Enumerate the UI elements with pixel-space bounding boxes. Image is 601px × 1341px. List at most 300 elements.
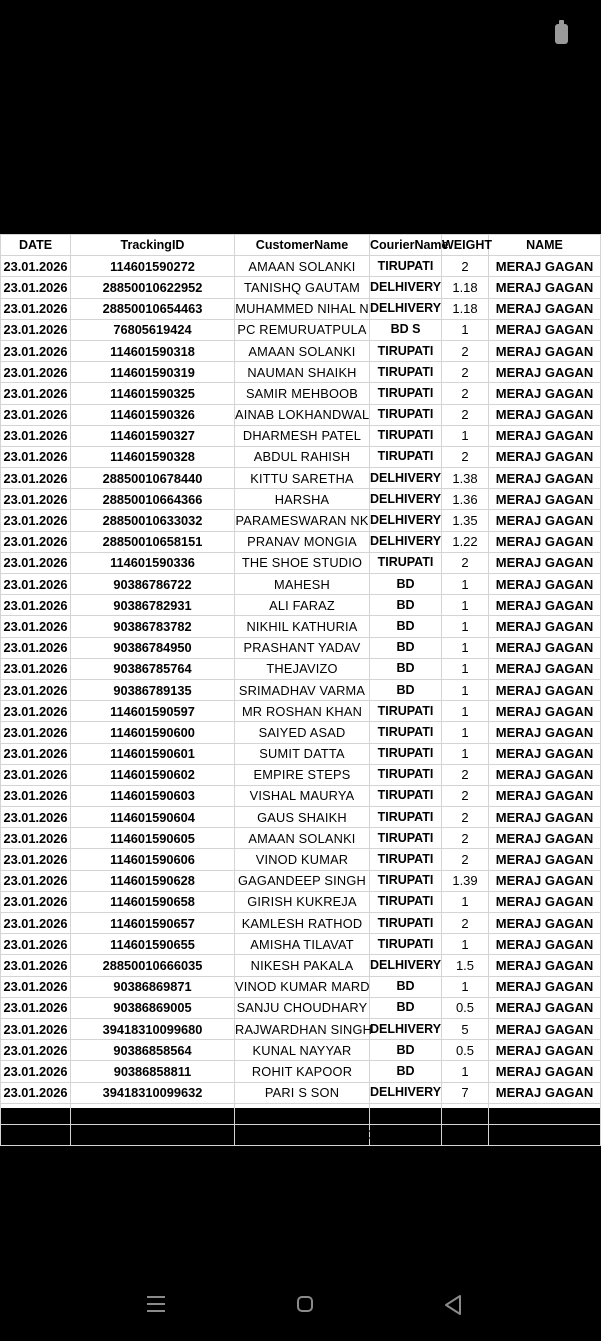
navigation-bar	[0, 1275, 600, 1335]
table-row	[1, 1124, 601, 1145]
table-row	[1, 807, 601, 828]
cell-tracking-id[interactable]: 114601590325	[71, 383, 235, 404]
cell-name[interactable]: MERAJ GAGAN	[489, 468, 601, 489]
cell-name[interactable]: MERAJ GAGAN	[489, 489, 601, 510]
cell-name[interactable]: MERAJ GAGAN	[489, 383, 601, 404]
cell-tracking-id[interactable]: 114601590319	[71, 362, 235, 383]
table-row	[1, 955, 601, 976]
cell-courier-name[interactable]: TIRUPATI	[370, 552, 442, 573]
cell-courier-name[interactable]: TIRUPATI	[370, 383, 442, 404]
cell-weight[interactable]: 1	[442, 425, 489, 446]
cell-courier-name[interactable]: DELHIVERY	[370, 489, 442, 510]
table-row	[1, 468, 601, 489]
cell-name[interactable]: MERAJ GAGAN	[489, 531, 601, 552]
table-row	[1, 362, 601, 383]
cell-customer-name[interactable]: KITTU SARETHA	[235, 468, 370, 489]
table-row	[1, 1061, 601, 1082]
cell-customer-name[interactable]: PRASHANT YADAV	[235, 637, 370, 658]
cell-date[interactable]: 23.01.2026	[1, 637, 71, 658]
cell-weight[interactable]: 2	[442, 256, 489, 277]
cell-name[interactable]: MERAJ GAGAN	[489, 976, 601, 997]
cell-customer-name[interactable]: ALI FARAZ	[235, 595, 370, 616]
cell-courier-name[interactable]: TIRUPATI	[370, 722, 442, 743]
cell-weight[interactable]: 1	[442, 891, 489, 912]
cell-tracking-id[interactable]: 28850010678440	[71, 468, 235, 489]
cell-weight[interactable]: 1	[442, 658, 489, 679]
cell-courier-name[interactable]: BD	[370, 1061, 442, 1082]
cell-courier-name[interactable]: TIRUPATI	[370, 870, 442, 891]
cell-tracking-id[interactable]: 114601590328	[71, 446, 235, 467]
table-row	[1, 489, 601, 510]
cell-tracking-id[interactable]: 114601590318	[71, 340, 235, 361]
cell-date[interactable]: 23.01.2026	[1, 934, 71, 955]
cell-weight[interactable]: 1	[442, 616, 489, 637]
cell-weight[interactable]: 5	[442, 1018, 489, 1039]
cell-courier-name[interactable]: BD	[370, 574, 442, 595]
cell-weight[interactable]: 1	[442, 595, 489, 616]
cell-weight[interactable]: 2	[442, 785, 489, 806]
cell-weight[interactable]: 1	[442, 574, 489, 595]
cell-name[interactable]: MERAJ GAGAN	[489, 870, 601, 891]
cell-date[interactable]: 23.01.2026	[1, 574, 71, 595]
cell-tracking-id[interactable]: 114601590600	[71, 722, 235, 743]
cell-tracking-id[interactable]: 90386858811	[71, 1061, 235, 1082]
back-icon[interactable]	[442, 1293, 470, 1319]
cell-name[interactable]: MERAJ GAGAN	[489, 1018, 601, 1039]
cell-courier-name[interactable]: DELHIVERY	[370, 277, 442, 298]
cell-weight[interactable]: 7	[442, 1082, 489, 1103]
table-row	[1, 997, 601, 1018]
cell-courier-name[interactable]: TIRUPATI	[370, 828, 442, 849]
cell-customer-name[interactable]: DHARMESH PATEL	[235, 425, 370, 446]
table-row	[1, 1103, 601, 1124]
cell-weight[interactable]: 1.35	[442, 510, 489, 531]
cell-name[interactable]: MERAJ GAGAN	[489, 256, 601, 277]
cell-name[interactable]: MERAJ GAGAN	[489, 319, 601, 340]
cell-date[interactable]: 23.01.2026	[1, 764, 71, 785]
cell-weight[interactable]: 2	[442, 552, 489, 573]
cell-courier-name[interactable]: TIRUPATI	[370, 913, 442, 934]
cell-tracking-id[interactable]: 90386869871	[71, 976, 235, 997]
cell-courier-name[interactable]: DELHIVERY	[370, 298, 442, 319]
cell-date[interactable]: 23.01.2026	[1, 976, 71, 997]
cell-name[interactable]: MERAJ GAGAN	[489, 340, 601, 361]
cell-name[interactable]: MERAJ GAGAN	[489, 595, 601, 616]
cell-weight[interactable]: 1	[442, 637, 489, 658]
cell-name[interactable]: MERAJ GAGAN	[489, 574, 601, 595]
cell-date[interactable]: 23.01.2026	[1, 828, 71, 849]
table-row	[1, 828, 601, 849]
cell-date[interactable]: 23.01.2026	[1, 1040, 71, 1061]
cell-date[interactable]: 23.01.2026	[1, 849, 71, 870]
cell-name[interactable]: MERAJ GAGAN	[489, 1103, 601, 1124]
cell-name[interactable]: MERAJ GAGAN	[489, 849, 601, 870]
cell-name[interactable]: MERAJ GAGAN	[489, 913, 601, 934]
cell-tracking-id[interactable]: 114601590606	[71, 849, 235, 870]
cell-customer-name[interactable]: EMPIRE STEPS	[235, 764, 370, 785]
cell-weight[interactable]: 1.18	[442, 298, 489, 319]
cell-tracking-id[interactable]: 114601590272	[71, 256, 235, 277]
cell-tracking-id[interactable]: 114601590603	[71, 785, 235, 806]
cell-weight[interactable]: 0.5	[442, 1040, 489, 1061]
cell-weight[interactable]: 1	[442, 319, 489, 340]
table-row	[1, 383, 601, 404]
cell-tracking-id[interactable]: 114601590597	[71, 701, 235, 722]
cell-name[interactable]: MERAJ GAGAN	[489, 446, 601, 467]
header-date[interactable]: DATE	[1, 235, 71, 256]
cell-weight[interactable]: 1	[442, 743, 489, 764]
cell-tracking-id[interactable]: 28850010622952	[71, 277, 235, 298]
cell-date[interactable]: 23.01.2026	[1, 722, 71, 743]
cell-tracking-id[interactable]: 28850010664366	[71, 489, 235, 510]
cell-customer-name[interactable]: PC REMURUATPULA	[235, 319, 370, 340]
cell-weight[interactable]: 2	[442, 828, 489, 849]
cell-name[interactable]: MERAJ GAGAN	[489, 1040, 601, 1061]
cell-date[interactable]: 23.01.2026	[1, 955, 71, 976]
cell-name[interactable]: MERAJ GAGAN	[489, 828, 601, 849]
table-row	[1, 764, 601, 785]
cell-name[interactable]: MERAJ GAGAN	[489, 637, 601, 658]
cell-customer-name[interactable]: VINOD KUMAR	[235, 849, 370, 870]
cell-date[interactable]: 23.01.2026	[1, 1103, 71, 1124]
cell-date[interactable]: 23.01.2026	[1, 362, 71, 383]
cell-courier-name[interactable]: BD	[370, 637, 442, 658]
cell-name[interactable]: MERAJ GAGAN	[489, 1061, 601, 1082]
cell-courier-name[interactable]: BD	[370, 679, 442, 700]
cell-courier-name[interactable]: TIRUPATI	[370, 891, 442, 912]
cell-name[interactable]: MERAJ GAGAN	[489, 743, 601, 764]
cell-name[interactable]: MERAJ GAGAN	[489, 679, 601, 700]
cell-weight[interactable]: 2	[442, 764, 489, 785]
cell-courier-name[interactable]: BD	[370, 616, 442, 637]
cell-customer-name[interactable]: KAMLESH RATHOD	[235, 913, 370, 934]
cell-courier-name[interactable]: DELHIVERY	[370, 468, 442, 489]
cell-courier-name[interactable]: BD	[370, 1040, 442, 1061]
table-row	[1, 552, 601, 573]
cell-date[interactable]: 23.01.2026	[1, 319, 71, 340]
cell-courier-name[interactable]: BD	[370, 997, 442, 1018]
shipment-table	[0, 234, 601, 1146]
cell-customer-name[interactable]: MUHAMMED NIHAL N	[235, 298, 370, 319]
cell-tracking-id[interactable]: 90386785764	[71, 658, 235, 679]
cell-customer-name[interactable]: NIKHIL KATHURIA	[235, 616, 370, 637]
cell-name[interactable]: MERAJ GAGAN	[489, 1082, 601, 1103]
table-row	[1, 743, 601, 764]
cell-weight[interactable]: 2	[442, 383, 489, 404]
cell-customer-name[interactable]: THEJAVIZO	[235, 658, 370, 679]
table-row	[1, 277, 601, 298]
cell-date[interactable]: 23.01.2026	[1, 679, 71, 700]
cell-customer-name[interactable]: VISHAL MAURYA	[235, 785, 370, 806]
cell-tracking-id[interactable]: 39418310099680	[71, 1018, 235, 1039]
cell-weight[interactable]: 2	[442, 913, 489, 934]
cell-customer-name[interactable]: MR ROSHAN KHAN	[235, 701, 370, 722]
cell-tracking-id[interactable]: 76805619424	[71, 319, 235, 340]
cell-courier-name[interactable]: DELHIVERY	[370, 510, 442, 531]
cell-customer-name[interactable]: GAUS SHAIKH	[235, 807, 370, 828]
cell-weight[interactable]: 1.39	[442, 870, 489, 891]
cell-courier-name[interactable]: DELHIVERY	[370, 1082, 442, 1103]
cell-tracking-id[interactable]: 28850010654463	[71, 298, 235, 319]
cell-customer-name[interactable]: SANJU CHOUDHARY	[235, 997, 370, 1018]
cell-date[interactable]: 23.01.2026	[1, 340, 71, 361]
cell-courier-name[interactable]: TIRUPATI	[370, 340, 442, 361]
cell-weight[interactable]: 2	[442, 849, 489, 870]
menu-icon[interactable]	[143, 1293, 171, 1319]
cell-courier-name[interactable]: BD	[370, 595, 442, 616]
cell-courier-name[interactable]: TIRUPATI	[370, 785, 442, 806]
cell-weight[interactable]: 1	[442, 701, 489, 722]
cell-weight[interactable]: 1	[442, 679, 489, 700]
cell-courier-name[interactable]: BD	[370, 658, 442, 679]
header-row	[1, 235, 601, 256]
cell-weight[interactable]: 1	[442, 1061, 489, 1082]
cell-date[interactable]: 23.01.2026	[1, 552, 71, 573]
cell-date[interactable]: 23.01.2026	[1, 870, 71, 891]
cell-customer-name[interactable]: PRANAV MONGIA	[235, 531, 370, 552]
cell-name[interactable]: MERAJ GAGAN	[489, 722, 601, 743]
cell-weight[interactable]: 1.36	[442, 489, 489, 510]
cell-customer-name[interactable]: NAUMAN SHAIKH	[235, 362, 370, 383]
cell-date[interactable]: 23.01.2026	[1, 468, 71, 489]
cell-courier-name[interactable]: TIRUPATI	[370, 404, 442, 425]
cell-customer-name[interactable]: GIRISH KUKREJA	[235, 891, 370, 912]
cell-name[interactable]: MERAJ GAGAN	[489, 277, 601, 298]
table-row	[1, 340, 601, 361]
table-row	[1, 1040, 601, 1061]
cell-customer-name[interactable]: AMAAN SOLANKI	[235, 828, 370, 849]
cell-customer-name[interactable]: ROHIT KAPOOR	[235, 1061, 370, 1082]
cell-customer-name[interactable]: RUDRAKSH RAIKWAD	[235, 1124, 370, 1145]
cell-date[interactable]: 23.01.2026	[1, 446, 71, 467]
cell-tracking-id[interactable]: 90386857901	[71, 1103, 235, 1124]
cell-date[interactable]: 23.01.2026	[1, 298, 71, 319]
header-weight[interactable]: WEIGHT	[442, 235, 489, 256]
table-row	[1, 425, 601, 446]
cell-customer-name[interactable]: HARSHA	[235, 489, 370, 510]
cell-tracking-id[interactable]: 90386789135	[71, 679, 235, 700]
cell-weight[interactable]: 2	[442, 807, 489, 828]
cell-courier-name[interactable]: TIRUPATI	[370, 701, 442, 722]
cell-tracking-id[interactable]: 90386782931	[71, 595, 235, 616]
cell-tracking-id[interactable]: 90386786722	[71, 574, 235, 595]
cell-name[interactable]: MERAJ GAGAN	[489, 658, 601, 679]
cell-date[interactable]: 23.01.2026	[1, 1061, 71, 1082]
cell-name[interactable]: MERAJ GAGAN	[489, 934, 601, 955]
cell-tracking-id[interactable]: 90386858564	[71, 1040, 235, 1061]
home-icon[interactable]	[293, 1293, 321, 1319]
cell-name[interactable]: MERAJ GAGAN	[489, 425, 601, 446]
table-row	[1, 913, 601, 934]
cell-tracking-id[interactable]: 114601590327	[71, 425, 235, 446]
cell-date[interactable]: 23.01.2026	[1, 701, 71, 722]
cell-name[interactable]: MERAJ GAGAN	[489, 764, 601, 785]
battery-icon	[555, 24, 568, 44]
cell-name[interactable]: MERAJ GAGAN	[489, 362, 601, 383]
cell-weight[interactable]: 2	[442, 404, 489, 425]
cell-customer-name[interactable]: YASHRAJ	[235, 1103, 370, 1124]
cell-customer-name[interactable]: SRIMADHAV VARMA	[235, 679, 370, 700]
cell-customer-name[interactable]: TANISHQ GAUTAM	[235, 277, 370, 298]
cell-date[interactable]: 23.01.2026	[1, 997, 71, 1018]
cell-tracking-id[interactable]: 114601590326	[71, 404, 235, 425]
cell-customer-name[interactable]: PARAMESWARAN NK	[235, 510, 370, 531]
table-row	[1, 934, 601, 955]
cell-customer-name[interactable]: RAJWARDHAN SINGH	[235, 1018, 370, 1039]
cell-date[interactable]: 23.01.2026	[1, 891, 71, 912]
cell-weight[interactable]: 1.18	[442, 277, 489, 298]
cell-weight[interactable]: 2.5	[442, 1103, 489, 1124]
cell-date[interactable]: 23.01.2026	[1, 1124, 71, 1145]
cell-name[interactable]: MERAJ GAGAN	[489, 997, 601, 1018]
cell-courier-name[interactable]: TIRUPATI	[370, 934, 442, 955]
cell-weight[interactable]: 2	[442, 340, 489, 361]
cell-date[interactable]: 23.01.2026	[1, 595, 71, 616]
cell-date[interactable]: 23.01.2026	[1, 807, 71, 828]
cell-tracking-id[interactable]: 114601590336	[71, 552, 235, 573]
cell-courier-name[interactable]: DELHIVERY	[370, 1018, 442, 1039]
table-row	[1, 637, 601, 658]
cell-date[interactable]: 23.01.2026	[1, 510, 71, 531]
cell-tracking-id[interactable]: 114601590655	[71, 934, 235, 955]
cell-customer-name[interactable]: AMAAN SOLANKI	[235, 340, 370, 361]
table-row	[1, 701, 601, 722]
cell-weight[interactable]: 2	[442, 362, 489, 383]
cell-date[interactable]: 23.01.2026	[1, 785, 71, 806]
cell-courier-name[interactable]: DELHIVERY	[370, 531, 442, 552]
cell-weight[interactable]: 0.5	[442, 997, 489, 1018]
cell-weight[interactable]: 1	[442, 934, 489, 955]
cell-tracking-id[interactable]: 39418310099632	[71, 1082, 235, 1103]
cell-customer-name[interactable]: MAHESH	[235, 574, 370, 595]
cell-customer-name[interactable]: KUNAL NAYYAR	[235, 1040, 370, 1061]
cell-courier-name[interactable]: DELHIVERY	[370, 955, 442, 976]
cell-date[interactable]: 23.01.2026	[1, 616, 71, 637]
cell-name[interactable]: MERAJ GAGAN	[489, 955, 601, 976]
table-row	[1, 870, 601, 891]
cell-weight[interactable]: 1	[442, 976, 489, 997]
table-row	[1, 1018, 601, 1039]
cell-courier-name[interactable]: BD S	[370, 1124, 442, 1145]
cell-date[interactable]: 23.01.2026	[1, 1018, 71, 1039]
header-courier-name[interactable]: CourierName	[370, 235, 442, 256]
cell-weight[interactable]: 2	[442, 446, 489, 467]
table-row	[1, 319, 601, 340]
cell-date[interactable]: 23.01.2026	[1, 404, 71, 425]
cell-customer-name[interactable]: PARI S SON	[235, 1082, 370, 1103]
cell-date[interactable]: 23.01.2026	[1, 425, 71, 446]
cell-customer-name[interactable]: ABDUL RAHISH	[235, 446, 370, 467]
cell-tracking-id[interactable]: 114601590602	[71, 764, 235, 785]
cell-date[interactable]: 23.01.2026	[1, 743, 71, 764]
cell-weight[interactable]: 1	[442, 722, 489, 743]
table-row	[1, 1082, 601, 1103]
cell-courier-name[interactable]: TIRUPATI	[370, 425, 442, 446]
cell-tracking-id[interactable]: 114601590628	[71, 870, 235, 891]
cell-tracking-id[interactable]: 114601590657	[71, 913, 235, 934]
spreadsheet	[0, 234, 600, 1143]
cell-customer-name[interactable]: SUMIT DATTA	[235, 743, 370, 764]
cell-tracking-id[interactable]: 28850010666035	[71, 955, 235, 976]
cell-tracking-id[interactable]: 90386784950	[71, 637, 235, 658]
cell-tracking-id[interactable]: 114601590605	[71, 828, 235, 849]
cell-tracking-id[interactable]: 28850010633032	[71, 510, 235, 531]
table-row	[1, 510, 601, 531]
table-row	[1, 658, 601, 679]
table-row	[1, 849, 601, 870]
cell-name[interactable]: MERAJ GAGAN	[489, 701, 601, 722]
cell-date[interactable]: 23.01.2026	[1, 531, 71, 552]
cell-name[interactable]: MERAJ GAGAN	[489, 404, 601, 425]
cell-courier-name[interactable]: BD	[370, 976, 442, 997]
cell-courier-name[interactable]: TIRUPATI	[370, 849, 442, 870]
cell-courier-name[interactable]: TIRUPATI	[370, 362, 442, 383]
cell-name[interactable]: MERAJ GAGAN	[489, 891, 601, 912]
cell-weight[interactable]: 1.22	[442, 531, 489, 552]
cell-customer-name[interactable]: AMAAN SOLANKI	[235, 256, 370, 277]
header-customer-name[interactable]: CustomerName	[235, 235, 370, 256]
cell-tracking-id[interactable]: 114601590604	[71, 807, 235, 828]
cell-tracking-id[interactable]: 28850010658151	[71, 531, 235, 552]
table-row	[1, 722, 601, 743]
cell-date[interactable]: 23.01.2026	[1, 383, 71, 404]
cell-customer-name[interactable]: SAIYED ASAD	[235, 722, 370, 743]
cell-name[interactable]: MERAJ GAGAN	[489, 785, 601, 806]
cell-customer-name[interactable]: GAGANDEEP SINGH	[235, 870, 370, 891]
cell-name[interactable]: MERAJ GAGAN	[489, 1124, 601, 1145]
header-name[interactable]: NAME	[489, 235, 601, 256]
cell-name[interactable]: MERAJ GAGAN	[489, 510, 601, 531]
cell-name[interactable]: MERAJ GAGAN	[489, 616, 601, 637]
cell-date[interactable]: 23.01.2026	[1, 489, 71, 510]
cell-courier-name[interactable]: TIRUPATI	[370, 807, 442, 828]
cell-courier-name[interactable]: TIRUPATI	[370, 743, 442, 764]
table-row	[1, 298, 601, 319]
cell-date[interactable]: 23.01.2026	[1, 658, 71, 679]
cell-date[interactable]: 23.01.2026	[1, 913, 71, 934]
header-tracking-id[interactable]: TrackingID	[71, 235, 235, 256]
cell-tracking-id[interactable]: 90386869005	[71, 997, 235, 1018]
table-row	[1, 574, 601, 595]
cell-courier-name[interactable]: BD	[370, 1103, 442, 1124]
cell-date[interactable]: 23.01.2026	[1, 1082, 71, 1103]
cell-customer-name[interactable]: VINOD KUMAR MARD	[235, 976, 370, 997]
cell-customer-name[interactable]: AINAB LOKHANDWAL	[235, 404, 370, 425]
cell-customer-name[interactable]: AMISHA TILAVAT	[235, 934, 370, 955]
cell-customer-name[interactable]: THE SHOE STUDIO	[235, 552, 370, 573]
cell-courier-name[interactable]: TIRUPATI	[370, 446, 442, 467]
cell-name[interactable]: MERAJ GAGAN	[489, 807, 601, 828]
cell-courier-name[interactable]: BD S	[370, 319, 442, 340]
cell-tracking-id[interactable]: 114601590601	[71, 743, 235, 764]
cell-tracking-id[interactable]: 114601590658	[71, 891, 235, 912]
cell-date[interactable]: 23.01.2026	[1, 277, 71, 298]
cell-weight[interactable]: 1.38	[442, 468, 489, 489]
cell-courier-name[interactable]: TIRUPATI	[370, 764, 442, 785]
cell-date[interactable]: 23.01.2026	[1, 256, 71, 277]
cell-tracking-id[interactable]: 90386783782	[71, 616, 235, 637]
table-row	[1, 446, 601, 467]
cell-name[interactable]: MERAJ GAGAN	[489, 298, 601, 319]
cell-customer-name[interactable]: NIKESH PAKALA	[235, 955, 370, 976]
cell-tracking-id[interactable]: 76805749473	[71, 1124, 235, 1145]
cell-name[interactable]: MERAJ GAGAN	[489, 552, 601, 573]
cell-weight[interactable]: 1.5	[442, 955, 489, 976]
cell-courier-name[interactable]: TIRUPATI	[370, 256, 442, 277]
table-row	[1, 404, 601, 425]
cell-weight[interactable]: 1	[442, 1124, 489, 1145]
cell-customer-name[interactable]: SAMIR MEHBOOB	[235, 383, 370, 404]
